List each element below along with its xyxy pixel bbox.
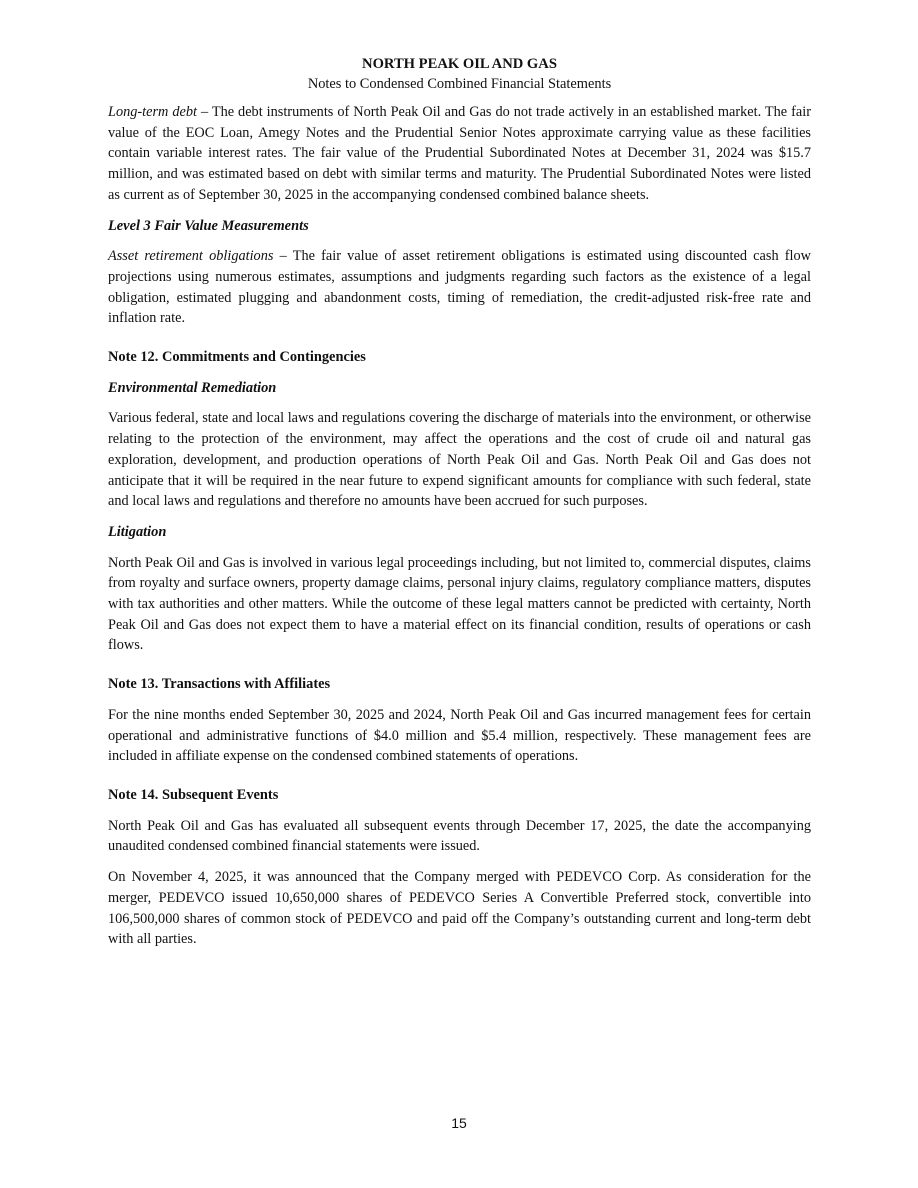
document-page [108, 54, 811, 960]
note14-heading: Note 14. Subsequent Events [108, 786, 279, 803]
aro-text: – The fair value of asset retirement obligations is estimated using discounted cash flow projections using numerous estimates, assumptions and judgments regarding such factors as the existence of a legal obligation, estimated plugging and abandonment costs, timing of remediation, the credit-adjusted risk-free rate and inflation rate. [108, 248, 811, 327]
note13-paragraph: For the nine months ended September 30, 2025 and 2024, North Peak Oil and Gas incurred management fees for certain operational and administrative functions of $4.0 million and $5.4 million, respectively. These management fees are included in affiliate expense on the condensed combined statements of operations. [108, 706, 811, 765]
env-remediation-paragraph: Various federal, state and local laws and regulations covering the discharge of materials into the environment, or otherwise relating to the protection of the environment, may affect the operations and the cost of crude oil and natural gas exploration, development, and production operations of North Peak Oil and Gas. North Peak Oil and Gas does not anticipate that it will be required in the near future to expend significant amounts for compliance with such federal, state and local laws and regulations and therefore no amounts have been accrued for such purposes. [108, 410, 811, 510]
note13-heading: Note 13. Transactions with Affiliates [108, 676, 331, 693]
note14-paragraph-2: On November 4, 2025, it was announced that the Company merged with PEDEVCO Corp. As consideration for the merger, PEDEVCO issued 10,650,000 shares of PEDEVCO Series A Convertible Preferred stock, convertible into 106,500,000 shares of common stock of PEDEVCO and paid off the Company’s outstanding current and long-term debt with all parties. [108, 869, 811, 948]
long-term-debt-paragraph [108, 102, 811, 206]
aro-lead: Asset retirement obligations [108, 248, 274, 265]
note12-heading: Note 12. Commitments and Contingencies [108, 349, 366, 366]
note14-paragraph-1: North Peak Oil and Gas has evaluated all subsequent events through December 17, 2025, the date the accompanying unaudited condensed combined financial statements were issued. [108, 817, 811, 855]
document-subtitle: Notes to Condensed Combined Financial Statements [307, 76, 612, 92]
aro-paragraph [108, 246, 811, 329]
level3-heading: Level 3 Fair Value Measurements [108, 217, 309, 234]
litigation-heading: Litigation [108, 523, 167, 540]
litigation-paragraph: North Peak Oil and Gas is involved in various legal proceedings including, but not limited to, commercial disputes, claims from royalty and surface owners, property damage claims, personal injury claims, regulatory compliance matters, disputes with tax authorities and other matters. While the outcome of these legal matters cannot be predicted with certainty, North Peak Oil and Gas does not expect them to have a material effect on its financial condition, results of operations or cash flows. [108, 554, 811, 654]
company-name: NORTH PEAK OIL AND GAS [362, 56, 557, 72]
long-term-debt-lead: Long-term debt [108, 104, 197, 120]
page-number: 15 [451, 1115, 467, 1131]
env-remediation-heading: Environmental Remediation [108, 379, 277, 396]
long-term-debt-text: – The debt instruments of North Peak Oil and Gas do not trade actively in an established market. The fair value of the EOC Loan, Amegy Notes and the Prudential Senior Notes approximate carrying value as these facilities contain variable interest rates. The fair value of the Prudential Subordinated Notes at December 31, 2024 was $15.7 million, and was estimated based on debt with similar terms and maturity. The Prudential Subordinated Notes were listed as current as of September 30, 2025 in the accompanying condensed combined balance sheets. [108, 104, 811, 203]
